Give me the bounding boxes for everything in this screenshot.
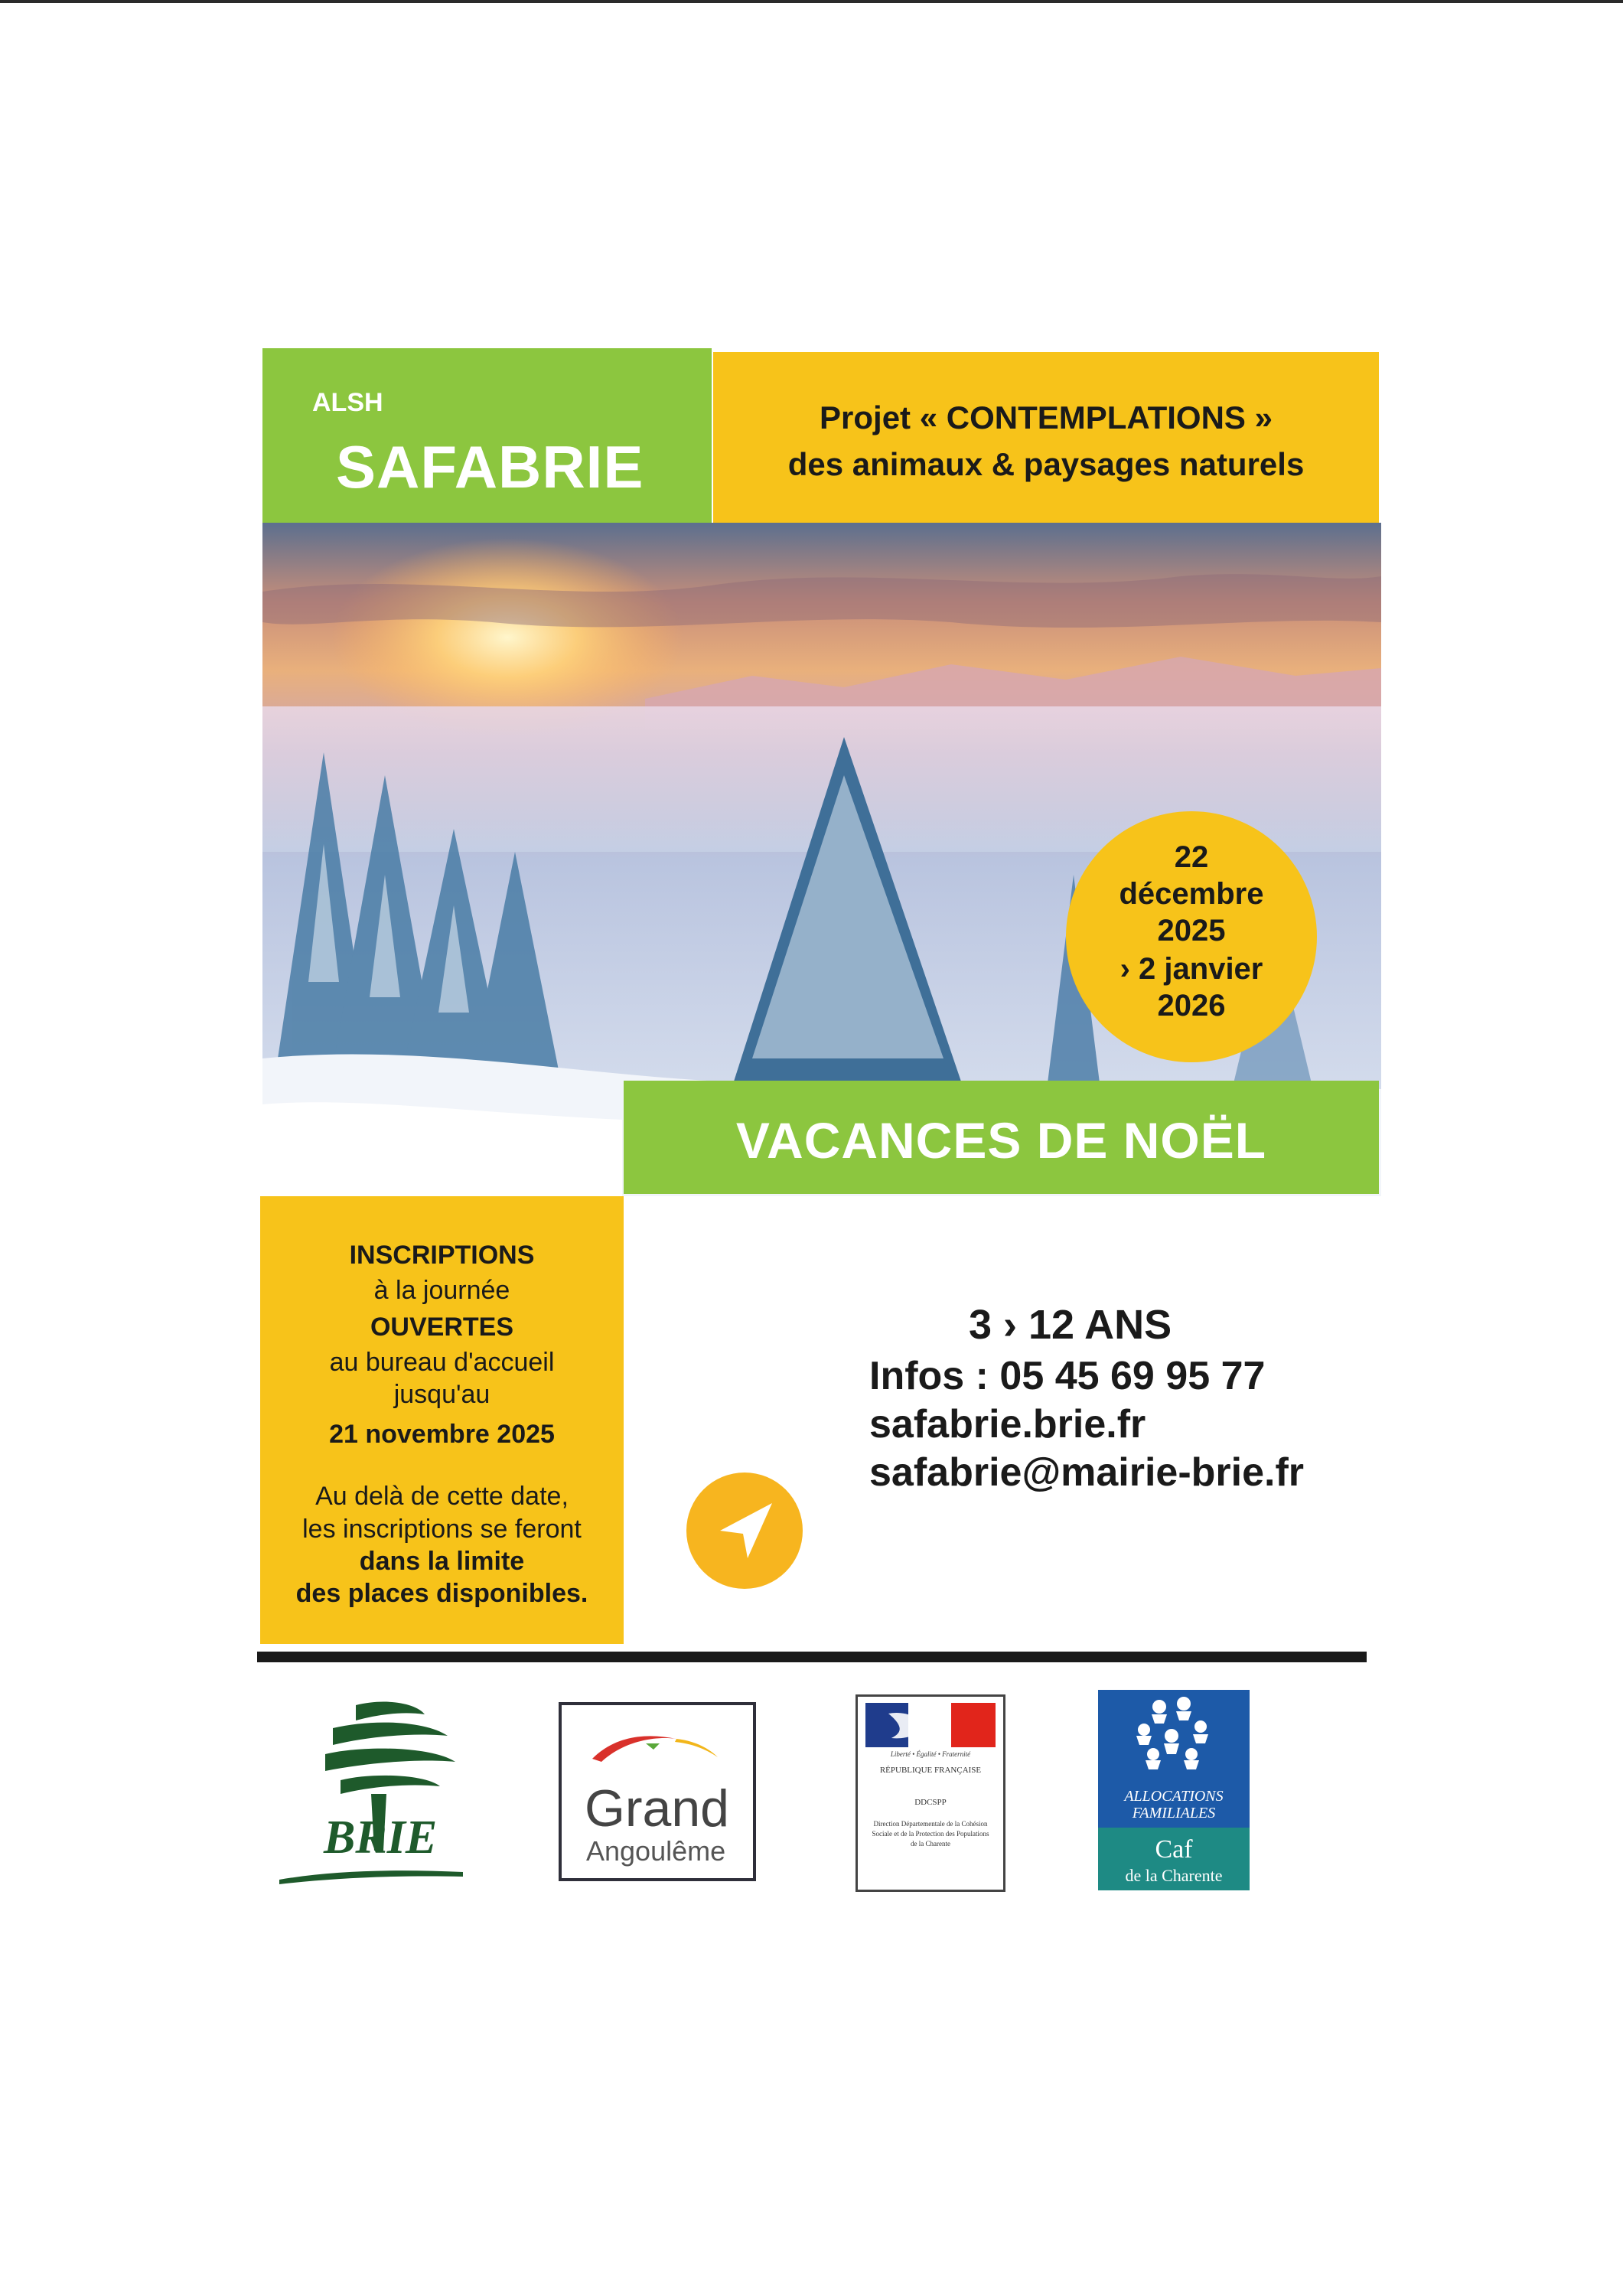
- caf-name: Caf: [1155, 1835, 1193, 1864]
- project-subtitle: des animaux & paysages naturels: [787, 446, 1305, 482]
- grand-angouleme-logo: [559, 1702, 756, 1881]
- caf-logo: [1098, 1690, 1250, 1890]
- registration-open: OUVERTES: [370, 1313, 514, 1342]
- registration-note: des places disponibles.: [295, 1579, 588, 1608]
- grand-angouleme-line1: Grand: [585, 1779, 729, 1838]
- caf-family-icon: [1098, 1690, 1250, 1782]
- registration-box: [260, 1196, 624, 1644]
- holiday-banner: [624, 1081, 1379, 1194]
- registration-line: à la journée: [373, 1276, 510, 1305]
- alsh-label: ALSH: [312, 388, 383, 417]
- grand-angouleme-line2: Angoulême: [586, 1835, 726, 1867]
- caf-line2: FAMILIALES: [1132, 1805, 1216, 1821]
- registration-note: les inscriptions se feront: [302, 1515, 582, 1544]
- footer-divider: [257, 1652, 1367, 1662]
- date-year-start: 2025: [1157, 914, 1226, 947]
- date-day-start: 22: [1174, 840, 1209, 874]
- marianne-flag-icon: [858, 1703, 1003, 1749]
- republique-francaise-logo: [855, 1694, 1005, 1892]
- date-badge: [1066, 811, 1317, 1062]
- ddcspp-label: DDCSPP: [914, 1798, 947, 1807]
- registration-heading: INSCRIPTIONS: [349, 1241, 535, 1270]
- date-month-start: décembre: [1119, 877, 1264, 911]
- project-title: Projet « CONTEMPLATIONS »: [820, 400, 1273, 435]
- holiday-title: VACANCES DE NOËL: [735, 1112, 1267, 1169]
- email-link[interactable]: safabrie@mairie-brie.fr: [869, 1450, 1305, 1495]
- safabrie-title: SAFABRIE: [336, 433, 644, 501]
- header-alsh-block: [262, 348, 712, 523]
- date-end: › 2 janvier: [1119, 952, 1263, 986]
- scan-top-border: [0, 0, 1623, 3]
- registration-line: jusqu'au: [393, 1380, 490, 1409]
- caf-department: de la Charente: [1125, 1866, 1223, 1885]
- registration-note: Au delà de cette date,: [315, 1482, 569, 1511]
- age-range: 3 › 12 ANS: [969, 1302, 1172, 1348]
- registration-line: au bureau d'accueil: [329, 1348, 555, 1377]
- brie-logo: [272, 1698, 478, 1889]
- phone-info: Infos : 05 45 69 95 77: [869, 1354, 1266, 1398]
- date-year-end: 2026: [1157, 989, 1226, 1022]
- website-link[interactable]: safabrie.brie.fr: [869, 1402, 1146, 1446]
- swoosh-icon: [562, 1713, 753, 1774]
- brie-wordmark: BRIE: [324, 1812, 438, 1864]
- republique-name: RÉPUBLIQUE FRANÇAISE: [879, 1766, 982, 1775]
- header-project-block: [713, 352, 1379, 523]
- ddcspp-description: Direction Départementale de la Cohésion Sociale et de la Protection des Populations de la Charente: [872, 1820, 989, 1848]
- caf-line1: ALLOCATIONS: [1124, 1788, 1224, 1805]
- navigation-arrow-icon: [686, 1473, 803, 1589]
- registration-deadline: 21 novembre 2025: [329, 1420, 555, 1449]
- registration-note: dans la limite: [359, 1547, 525, 1576]
- republique-motto: Liberté • Égalité • Fraternité: [890, 1750, 971, 1758]
